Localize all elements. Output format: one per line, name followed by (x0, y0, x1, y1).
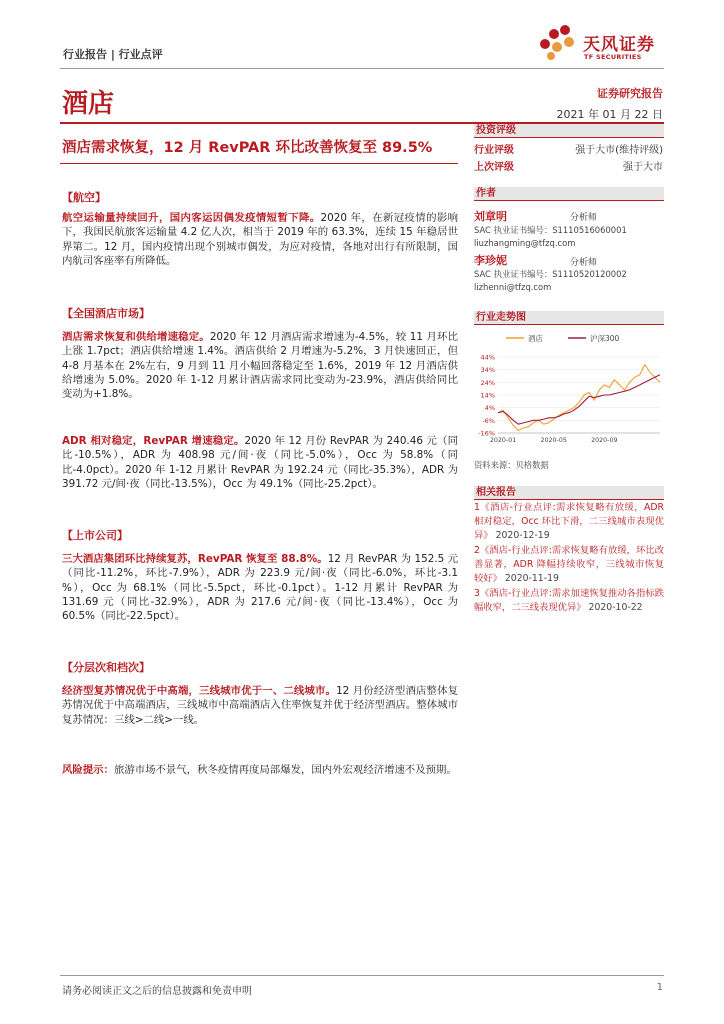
author-sac: SAC 执业证书编号：S1110520120002 (474, 269, 627, 279)
section-heading-national: 【全国酒店市场】 (62, 307, 150, 320)
paragraph-aviation (62, 211, 458, 268)
prev-rating-label: 上次评级 (474, 162, 514, 173)
y-tick-label: 14% (480, 391, 495, 400)
author-role: 分析师 (570, 258, 598, 268)
related-report-title[interactable]: 2《酒店-行业点评:需求恢复略有放缓，环比改善显著，ADR 降幅持续收窄，三线城市恢复较好》 (474, 545, 664, 585)
legend-label: 沪深300 (590, 334, 620, 343)
title-underline (60, 163, 458, 164)
paragraph-listed (62, 552, 458, 623)
author-email-link[interactable]: lizhenni@tfzq.com (474, 282, 552, 292)
report-type: 证券研究报告 (597, 87, 663, 100)
page-number: 1 (656, 982, 663, 993)
x-tick-label: 2020-09 (591, 437, 618, 444)
header-divider (60, 68, 664, 69)
author-sac: SAC 执业证书编号：S1110516060001 (474, 225, 627, 235)
author-name: 刘章明 (474, 210, 507, 223)
footer-divider (60, 975, 664, 976)
industry-rating-value: 强于大市(维持评级) (575, 145, 663, 156)
rating-header: 投资评级 (474, 124, 664, 138)
related-report-date: 2020-11-19 (504, 573, 559, 585)
lead-risk: 风险提示： (62, 764, 114, 776)
paragraph-national-adr (62, 434, 458, 491)
logo-text: 天风证券 (583, 35, 655, 55)
related-report-item[interactable] (474, 544, 664, 587)
report-title: 酒店需求恢复，12 月 RevPAR 环比改善恢复至 89.5% (62, 140, 433, 156)
industry-trend-chart (474, 327, 664, 454)
paragraph-risk (62, 763, 458, 777)
author-role: 分析师 (570, 213, 598, 223)
section-heading-tiers: 【分层次和档次】 (62, 661, 150, 674)
logo-text-en: TF SECURITIES (584, 53, 642, 61)
x-tick-label: 2020-05 (540, 437, 567, 444)
body-national-adr: 2020 年 12 月份 RevPAR 为 240.46 元（同比-10.5%），ADR 为 408.98 元/间·夜（同比-5.0%），Occ 为 58.8%（同比-4.0pct）。2020 年 1-12 月累计 RevPAR 为 192.24 元（同比-35.3%），ADR 为 391.72 元/间·夜（同比-13.5%），Occ 为 49.1%（同比-25.2pct）。 (62, 435, 458, 490)
legend-label: 酒店 (528, 334, 543, 343)
body-national-supply: 2020 年 12 月酒店需求增速为-4.5%，较 11 月环比上涨 1.7pct；酒店供给增速 1.4%。酒店供给 2 月增速为-5.2%，3 月快速回正，但 4-8 月基本在 2%左右，9 月到 11 月小幅回落稳定至 1.6%，2019 年 12 月酒店供给增速为 5.0%。2020 年 1-12 月累计酒店需求同比变动为-23.9%，酒店供给同比变动为+1.8%。 (62, 331, 459, 401)
section-heading-listed: 【上市公司】 (62, 529, 128, 542)
x-tick-label: 2020-01 (489, 437, 517, 444)
related-report-date: 2020-12-19 (495, 530, 550, 542)
author-name: 李珍妮 (474, 254, 507, 267)
report-date: 2021 年 01 月 22 日 (556, 108, 663, 121)
body-tiers: 12 月份经济型酒店整体复苏情况优于中高端酒店，三线城市中高端酒店入住率恢复并优于经济型酒店。整体城市复苏情况：三线>二线>一线。 (62, 685, 458, 726)
lead-national-adr: ADR 相对稳定，RevPAR 增速稳定。 (62, 435, 245, 447)
lead-listed: 三大酒店集团环比持续复苏，RevPAR 恢复至 88.8%。 (62, 553, 328, 565)
lead-tiers: 经济型复苏情况优于中高端，三线城市优于一、二线城市。 (62, 685, 337, 697)
paragraph-national-supply (62, 330, 458, 401)
chart-source: 资料来源：贝格数据 (474, 460, 549, 470)
y-tick-label: 34% (480, 366, 495, 375)
y-tick-label: 24% (480, 378, 495, 387)
prev-rating-value: 强于大市 (623, 162, 663, 173)
industry-name: 酒店 (62, 89, 115, 119)
trend-header: 行业走势图 (474, 311, 664, 325)
author-email-link[interactable]: liuzhangming@tfzq.com (474, 238, 576, 248)
related-header: 相关报告 (474, 486, 664, 500)
authors-header: 作者 (474, 187, 664, 201)
footer-disclaimer: 请务必阅读正文之后的信息披露和免责申明 (62, 986, 252, 997)
body-aviation: 2020 年，在新冠疫情的影响下，我国民航旅客运输量 4.2 亿人次，相当于 2019 年的 63.3%，连续 15 年稳居世界第二。12 月，国内疫情出现个别城市偶发，为应对疫情，各地对出行有所限制，国内航司客座率有所降低。 (62, 212, 458, 267)
y-tick-label: -16% (478, 429, 495, 438)
related-report-item[interactable] (474, 501, 664, 544)
body-listed: 12 月 RevPAR 为 152.5 元（同比-11.2%，环比-7.9%），ADR 为 223.9 元/间·夜（同比-6.0%，环比-3.1 %），Occ 为 68.1%（同比-5.5pct，环比-0.1pct）。1-12 月累计 RevPAR 为 131.69 元（同比-32.9%），ADR 为 217.6 元/间·夜（同比-13.4%），Occ 为 60.5%（同比-22.5pct）。 (62, 553, 458, 623)
y-tick-label: -6% (482, 416, 495, 425)
industry-rating-label: 行业评级 (474, 145, 514, 156)
related-report-title[interactable]: 3《酒店-行业点评:需求加速恢复推动各指标跌幅收窄，二三线表现优异》 (474, 588, 664, 614)
body-risk: 旅游市场不景气，秋冬疫情再度局部爆发，国内外宏观经济增速不及预期。 (113, 764, 457, 776)
paragraph-tiers (62, 684, 458, 727)
y-tick-label: 4% (484, 404, 495, 413)
related-report-item[interactable] (474, 587, 664, 615)
lead-aviation: 航空运输量持续回升，国内客运因偶发疫情短暂下降。 (62, 212, 321, 224)
series-line-hotel (498, 365, 660, 431)
y-tick-label: 44% (480, 353, 495, 362)
lead-national-supply: 酒店需求恢复和供给增速稳定。 (62, 331, 210, 343)
report-category: 行业报告 | 行业点评 (63, 48, 163, 61)
related-report-title[interactable]: 1《酒店-行业点评:需求恢复略有放缓，ADR 相对稳定，Occ 环比下滑，二三线城市表现优异》 (474, 502, 664, 542)
related-report-date: 2020-10-22 (588, 602, 643, 614)
section-heading-aviation: 【航空】 (62, 191, 106, 204)
